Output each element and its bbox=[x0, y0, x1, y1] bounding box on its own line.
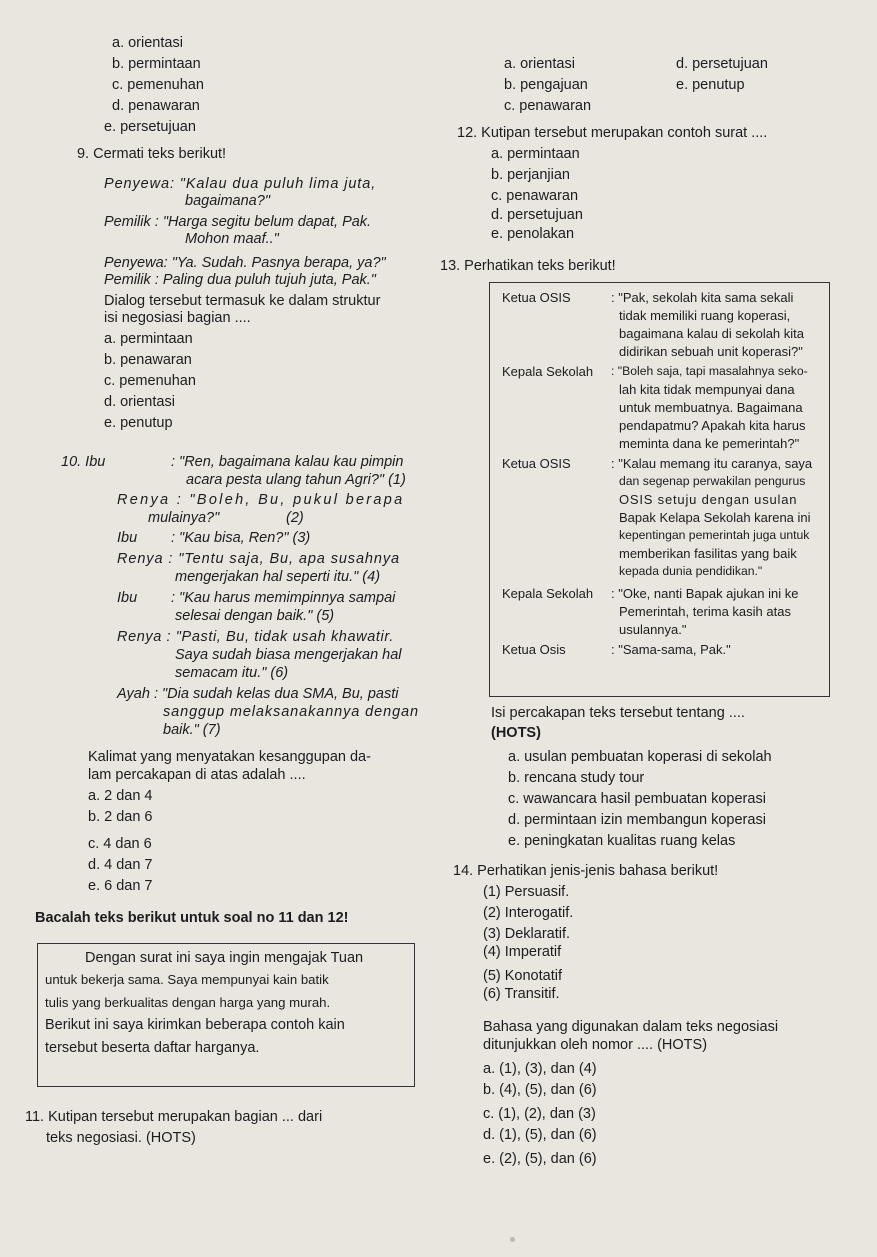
q10-dialog-line: acara pesta ulang tahun Agri?" (1) bbox=[186, 472, 406, 488]
q12-question: 12. Kutipan tersebut merupakan contoh surat .... bbox=[457, 125, 768, 141]
dialog-line: untuk membuatnya. Bagaimana bbox=[619, 400, 803, 415]
q9-option-a[interactable]: a. permintaan bbox=[104, 331, 193, 347]
q14-option-b[interactable]: b. (4), (5), dan (6) bbox=[483, 1082, 597, 1098]
q12-option-d[interactable]: d. persetujuan bbox=[491, 207, 583, 223]
letter-line: tersebut beserta daftar harganya. bbox=[45, 1040, 260, 1056]
dialog-line: : "Sama-sama, Pak." bbox=[611, 642, 731, 657]
dialog-line: OSIS setuju dengan usulan bbox=[619, 492, 798, 507]
q12-option-b[interactable]: b. perjanjian bbox=[491, 167, 570, 183]
q8-option-e[interactable]: e. persetujuan bbox=[104, 119, 196, 135]
q10-dialog-line: Saya sudah biasa mengerjakan hal bbox=[175, 647, 402, 663]
dialog-line: : "Pak, sekolah kita sama sekali bbox=[611, 290, 794, 305]
q9-question: Dialog tersebut termasuk ke dalam struktur bbox=[104, 293, 381, 309]
q14-option-c[interactable]: c. (1), (2), dan (3) bbox=[483, 1106, 596, 1122]
q13-header: 13. Perhatikan teks berikut! bbox=[440, 258, 616, 274]
q14-option-a[interactable]: a. (1), (3), dan (4) bbox=[483, 1061, 597, 1077]
dialog-speaker: Kepala Sekolah bbox=[502, 364, 594, 379]
q14-question: Bahasa yang digunakan dalam teks negosiasi bbox=[483, 1019, 779, 1035]
dialog-speaker: Ketua Osis bbox=[502, 642, 566, 657]
q9-option-e[interactable]: e. penutup bbox=[104, 415, 173, 431]
option-b-text: b. rencana study tour bbox=[508, 770, 645, 786]
letter-line: Berikut ini saya kirimkan beberapa contoh kain bbox=[45, 1017, 345, 1033]
q9-question: isi negosiasi bagian .... bbox=[104, 310, 251, 326]
q13-question: Isi percakapan teks tersebut tentang .... bbox=[491, 705, 745, 721]
q11-option-d[interactable]: d. persetujuan bbox=[676, 56, 768, 72]
q14-item: (3) Deklaratif. bbox=[483, 926, 571, 942]
q13-option-b[interactable] bbox=[508, 770, 644, 787]
q10-dialog-line: Renya : "Tentu saja, Bu, apa susahnya bbox=[117, 551, 400, 567]
q9-dialog-line: Penyewa: "Kalau dua puluh lima juta, bbox=[104, 176, 377, 192]
q12-option-a[interactable]: a. permintaan bbox=[491, 146, 580, 162]
dialog-speaker: Kepala Sekolah bbox=[502, 586, 594, 601]
q11-option-b[interactable]: b. pengajuan bbox=[504, 77, 588, 93]
q8-option-d[interactable]: d. penawaran bbox=[112, 98, 200, 114]
q11-option-a[interactable]: a. orientasi bbox=[504, 56, 575, 72]
q10-dialog-line: baik." (7) bbox=[163, 722, 221, 738]
q12-option-e[interactable]: e. penolakan bbox=[491, 226, 575, 242]
q10-question: Kalimat yang menyatakan kesanggupan da- bbox=[88, 749, 371, 765]
page-mark bbox=[510, 1237, 515, 1242]
q10-option-e[interactable]: e. 6 dan 7 bbox=[88, 878, 153, 894]
dialog-line: : "Boleh saja, tapi masalahnya seko- bbox=[611, 364, 808, 378]
q9-header: 9. Cermati teks berikut! bbox=[77, 146, 227, 162]
q14-header: 14. Perhatikan jenis-jenis bahasa berikut! bbox=[453, 863, 719, 879]
q13-option-d[interactable]: d. permintaan izin membangun koperasi bbox=[508, 812, 766, 828]
q10-dialog-line: : "Kau bisa, Ren?" (3) bbox=[171, 530, 311, 546]
q10-option-b[interactable]: b. 2 dan 6 bbox=[88, 809, 153, 825]
q10-dialog-number: (2) bbox=[286, 510, 304, 526]
q9-option-d[interactable]: d. orientasi bbox=[104, 394, 175, 410]
q10-option-a[interactable]: a. 2 dan 4 bbox=[88, 788, 153, 804]
q11-question: 11. Kutipan tersebut merupakan bagian ... dari bbox=[25, 1109, 323, 1125]
q8-option-a[interactable]: a. orientasi bbox=[112, 35, 183, 51]
q11-option-e[interactable]: e. penutup bbox=[676, 77, 745, 93]
dialog-speaker: Ketua OSIS bbox=[502, 290, 571, 305]
hots-label: (HOTS) bbox=[491, 725, 541, 741]
letter-line: tulis yang berkualitas dengan harga yang murah. bbox=[45, 995, 331, 1010]
q14-item: (5) Konotatif bbox=[483, 968, 562, 984]
q10-number: 10. Ibu bbox=[61, 454, 106, 470]
q9-option-c[interactable]: c. pemenuhan bbox=[104, 373, 196, 389]
q10-dialog-line: : "Kau harus memimpinnya sampai bbox=[171, 590, 396, 606]
q14-question: ditunjukkan oleh nomor .... (HOTS) bbox=[483, 1037, 708, 1053]
q10-speaker: Ibu bbox=[117, 590, 138, 606]
q10-dialog-line: selesai dengan baik." (5) bbox=[175, 608, 335, 624]
q13-option-c[interactable]: c. wawancara hasil pembuatan koperasi bbox=[508, 791, 766, 807]
q10-dialog-line: mengerjakan hal seperti itu." (4) bbox=[175, 569, 381, 585]
q8-option-b[interactable]: b. permintaan bbox=[112, 56, 201, 72]
q14-item: (2) Interogatif. bbox=[483, 905, 574, 921]
dialog-line: tidak memiliki ruang koperasi, bbox=[619, 308, 791, 323]
q10-dialog-line: : "Ren, bagaimana kalau kau pimpin bbox=[171, 454, 404, 470]
q13-option-a[interactable]: a. usulan pembuatan koperasi di sekolah bbox=[508, 749, 772, 765]
dialog-line: dan segenap perwakilan pengurus bbox=[619, 474, 806, 488]
dialog-line: meminta dana ke pemerintah?" bbox=[619, 436, 800, 451]
letter-excerpt-box bbox=[37, 943, 415, 1087]
q12-option-c[interactable]: c. penawaran bbox=[491, 188, 579, 204]
q14-item: (4) Imperatif bbox=[483, 944, 562, 960]
q10-speaker: Ibu bbox=[117, 530, 138, 546]
letter-line: Dengan surat ini saya ingin mengajak Tuan bbox=[85, 950, 364, 966]
q11-option-c[interactable]: c. penawaran bbox=[504, 98, 592, 114]
q13-dialog-box bbox=[489, 282, 830, 697]
q10-dialog-line: sanggup melaksanakannya dengan bbox=[163, 704, 419, 720]
dialog-line: bagaimana kalau di sekolah kita bbox=[619, 326, 805, 341]
q9-dialog-line: Penyewa: "Ya. Sudah. Pasnya berapa, ya?" bbox=[104, 255, 386, 271]
dialog-line: Bapak Kelapa Sekolah karena ini bbox=[619, 510, 811, 525]
q10-question: lam percakapan di atas adalah .... bbox=[88, 767, 306, 783]
dialog-line: usulannya." bbox=[619, 622, 687, 637]
q14-option-d[interactable]: d. (1), (5), dan (6) bbox=[483, 1127, 597, 1143]
q10-dialog-line: Ayah : "Dia sudah kelas dua SMA, Bu, pasti bbox=[117, 686, 399, 702]
dialog-line: didirikan sebuah unit koperasi?" bbox=[619, 344, 803, 359]
q14-item: (1) Persuasif. bbox=[483, 884, 570, 900]
q9-dialog-line: Pemilik : "Harga segitu belum dapat, Pak. bbox=[104, 214, 372, 230]
dialog-line: : "Oke, nanti Bapak ajukan ini ke bbox=[611, 586, 799, 601]
dialog-line: kepada dunia pendidikan." bbox=[619, 564, 763, 578]
q10-dialog-line: mulainya?" bbox=[148, 510, 220, 526]
q14-item: (6) Transitif. bbox=[483, 986, 560, 1002]
dialog-line: : "Kalau memang itu caranya, saya bbox=[611, 456, 813, 471]
dialog-line: lah kita tidak mempunyai dana bbox=[619, 382, 795, 397]
q10-dialog-line: semacam itu." (6) bbox=[175, 665, 289, 681]
q13-option-e[interactable]: e. peningkatan kualitas ruang kelas bbox=[508, 833, 736, 849]
q10-dialog-line: Renya : "Pasti, Bu, tidak usah khawatir. bbox=[117, 629, 394, 645]
q8-option-c[interactable]: c. pemenuhan bbox=[112, 77, 204, 93]
dialog-line: kepentingan pemerintah juga untuk bbox=[619, 528, 810, 542]
letter-line: untuk bekerja sama. Saya mempunyai kain batik bbox=[45, 972, 329, 987]
section-instruction: Bacalah teks berikut untuk soal no 11 dan 12! bbox=[35, 910, 349, 926]
q10-option-d[interactable]: d. 4 dan 7 bbox=[88, 857, 153, 873]
q14-option-e[interactable]: e. (2), (5), dan (6) bbox=[483, 1151, 597, 1167]
q11-question: teks negosiasi. (HOTS) bbox=[46, 1130, 196, 1146]
q9-option-b[interactable]: b. penawaran bbox=[104, 352, 192, 368]
q9-dialog-line: bagaimana?" bbox=[185, 193, 270, 209]
q10-dialog-line: Renya : "Boleh, Bu, pukul berapa bbox=[117, 492, 405, 508]
q9-dialog-line: Pemilik : Paling dua puluh tujuh juta, Pak." bbox=[104, 272, 376, 288]
dialog-speaker: Ketua OSIS bbox=[502, 456, 571, 471]
q10-option-c[interactable]: c. 4 dan 6 bbox=[88, 836, 152, 852]
dialog-line: memberikan fasilitas yang baik bbox=[619, 546, 797, 561]
dialog-line: Pemerintah, terima kasih atas bbox=[619, 604, 791, 619]
q9-dialog-line: Mohon maaf.." bbox=[185, 231, 279, 247]
dialog-line: pendapatmu? Apakah kita harus bbox=[619, 418, 806, 433]
